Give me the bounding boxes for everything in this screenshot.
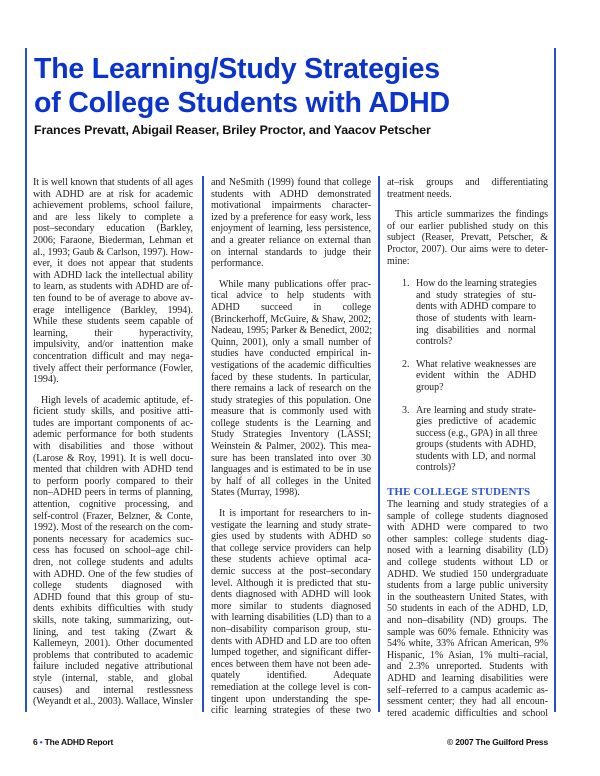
text-line: groups (students with ADHD,	[416, 439, 536, 451]
text-line: dents with ADHD and LD are too often	[211, 635, 371, 647]
text-line: Hispanic, 1% Asian, 1% multi–racial,	[387, 649, 548, 661]
title-line: The Learning/Study Strategies	[34, 53, 440, 85]
text-line: dents exhibits difficulties with study	[33, 603, 193, 615]
text-line: impulsivity, and/or inattention make	[33, 339, 193, 351]
text-column-2	[211, 177, 371, 726]
text-line: level. Although it is predicted that stu-	[211, 577, 371, 589]
text-line: college students is the Learning and	[211, 417, 371, 429]
author-list: Frances Prevatt, Abigail Reaser, Briley Proctor, and Yaacov Petscher	[34, 123, 431, 137]
text-line: It is important for researchers to in-	[219, 508, 371, 520]
text-line: faced by these students. In particular,	[211, 371, 371, 383]
text-line: tingent upon understanding the spe-	[211, 693, 371, 705]
paragraph	[211, 177, 371, 270]
text-line: Quinn, 2001), only a small number of	[211, 336, 371, 348]
text-line: While many publications offer prac-	[219, 278, 371, 290]
text-line: of our earlier published study on this	[387, 220, 548, 232]
text-line: on internal standards to judge their	[211, 246, 371, 258]
copyright-notice: © 2007 The Guilford Press	[447, 737, 548, 747]
text-line: The learning and study strategies of a	[387, 499, 548, 511]
text-line: and non–disability (ND) groups. The	[387, 615, 548, 626]
text-line: cific learning strategies of these two	[211, 705, 371, 717]
text-line: tered academic difficulties and school	[387, 707, 548, 719]
text-line: remediation at the college level is con-	[211, 681, 371, 693]
text-line: success (e.g., GPA) in all three	[416, 427, 538, 439]
paragraph	[387, 499, 548, 719]
text-line: to learn, as students with ADHD are of-	[33, 281, 193, 293]
text-line: style (internal, stable, and global	[33, 672, 193, 684]
text-line: Kallemeyn, 2001). Other documented	[33, 638, 193, 650]
title-line: of College Students with ADHD	[34, 87, 450, 119]
text-line: erage intelligence (Barkley, 1994).	[33, 304, 193, 316]
text-column-3	[387, 177, 548, 728]
text-line: vestigations of the academic difficulties	[211, 359, 371, 371]
text-line: controls?	[416, 336, 453, 348]
text-line: and study strategies of stu-	[416, 289, 536, 301]
text-line: with ADHD are at risk for academic	[33, 188, 193, 200]
text-line: studies have conducted empirical in-	[211, 348, 371, 360]
text-line: nosed with a learning disability (LD)	[387, 545, 548, 557]
text-line: enjoyment of learning, less persistence,	[211, 223, 371, 235]
paragraph	[33, 395, 193, 708]
text-line: attention, cognitive processing, and	[33, 499, 193, 511]
text-line: with ADHD. One of the few studies of	[33, 568, 193, 580]
text-line: those of students with learn-	[416, 312, 536, 324]
text-line: by half of all colleges in the United	[211, 475, 371, 487]
text-line: tudes are important components of ac-	[33, 417, 193, 429]
list-item	[387, 405, 548, 475]
text-line: lumped together, and significant differ-	[211, 647, 371, 659]
text-line: skills, note taking, summarizing, out-	[33, 614, 193, 626]
text-line: these students achieve optimal aca-	[211, 554, 371, 566]
page-number: 6	[33, 737, 38, 747]
text-line: Proctor, 2007). Our aims were to deter-	[387, 243, 548, 255]
text-line: ademic performance for both students	[33, 429, 193, 441]
text-line: problems that contributed to academic	[33, 649, 193, 661]
list-item	[387, 278, 548, 348]
text-line: While these students seem capable of	[33, 316, 193, 328]
text-line: gies used by students with ADHD so	[211, 531, 371, 543]
text-line: quately identified. Adequate	[211, 670, 371, 682]
left-border-rule	[25, 48, 27, 712]
text-line: more similar to students diagnosed	[211, 600, 371, 612]
section-heading: THE COLLEGE STUDENTS	[387, 486, 531, 499]
text-line: 2006; Faraone, Biederman, Lehman et	[33, 234, 193, 246]
text-line: subject (Reaser, Prevatt, Petscher, &	[387, 232, 548, 244]
text-line: 1992). Most of the research on the com-	[33, 522, 193, 534]
text-line: ten found to be of average to above av-	[33, 292, 193, 304]
text-line: and 2.3% unreported. Students with	[387, 661, 548, 673]
paragraph	[387, 209, 548, 267]
right-border-rule	[554, 48, 556, 712]
text-line: with ADHD lack the intellectual ability	[33, 269, 193, 281]
list-number: 1.	[402, 278, 410, 290]
text-line: (Weyandt et al., 2003). Wallace, Winsler	[33, 696, 193, 708]
text-line: at–risk groups and differentiating	[387, 177, 548, 188]
paragraph	[33, 177, 193, 386]
text-line: dents diagnosed with ADHD will look	[211, 589, 371, 601]
text-line: High levels of academic aptitude, ef-	[41, 394, 193, 406]
text-line: Nadeau, 1995; Parker & Benedict, 2002;	[211, 325, 373, 337]
text-line: controls)?	[416, 462, 456, 474]
text-line: gies predictive of academic	[416, 416, 536, 428]
text-line: 1994).	[33, 374, 59, 386]
text-line: 54% white, 33% African American, 9%	[387, 638, 548, 650]
text-line: with ADHD were compared to two	[387, 522, 548, 534]
text-line: al., 1993; Gaub & Carlson, 1997). How-	[33, 246, 193, 258]
list-number: 2.	[402, 358, 410, 370]
text-line: with disabilities and those without	[33, 441, 193, 453]
text-line: States (Murray, 1998).	[211, 487, 300, 499]
paragraph	[211, 279, 371, 499]
text-line: students from a large public university	[387, 580, 548, 592]
text-line: Study Strategies Inventory (LASSI;	[211, 429, 371, 441]
bullet-separator: •	[39, 737, 43, 747]
text-line: dren, not college students and adults	[33, 557, 193, 568]
text-line: ized by a preference for easy work, less	[211, 211, 371, 223]
text-line: performance.	[211, 258, 264, 270]
text-line: sure has been translated into over 30	[211, 452, 371, 464]
text-line: sample was 60% female. Ethnicity was	[387, 626, 548, 638]
text-line: in the southeastern United States, with	[387, 591, 548, 603]
text-line: (Brinckerhoff, McGuire, & Shaw, 2002;	[211, 313, 371, 325]
text-line: treatment needs.	[387, 188, 452, 200]
text-line: and NeSmith (1999) found that college	[211, 177, 371, 188]
column-rule-2	[378, 176, 380, 712]
text-line: cess has focused on school–age chil-	[33, 545, 193, 557]
text-line: languages and is estimated to be in use	[211, 464, 371, 476]
text-line: ficient study skills, and positive atti-	[33, 406, 193, 418]
text-line: college students diagnosed with	[33, 580, 193, 592]
text-line: there remains a lack of research on the	[211, 383, 371, 395]
text-line: and a greater reliance on external than	[211, 234, 371, 246]
text-line: that college service providers can help	[211, 542, 371, 554]
text-line: ADHD. We studied 150 undergraduate	[387, 568, 548, 580]
text-line: other samples: college students diag-	[387, 533, 548, 545]
column-rule-1	[202, 176, 204, 712]
text-line: measure that is commonly used with	[211, 406, 371, 418]
text-line: with learning disabilities (LD) than to a	[211, 612, 371, 624]
text-line: ADHD and learning disabilities were	[387, 672, 548, 684]
list-number: 3.	[402, 404, 410, 416]
paragraph	[387, 177, 548, 200]
text-line: achievement problems, school failure,	[33, 200, 193, 212]
text-line: ADHD succeed in college	[211, 301, 371, 313]
text-line: mented that children with ADHD tend	[33, 464, 193, 476]
text-line: lining, and test taking (Zwart &	[33, 626, 193, 638]
text-line: students with ADHD demonstrated	[211, 188, 371, 200]
text-line: What relative weaknesses are	[416, 358, 536, 370]
text-line: post–secondary education (Barkley,	[33, 223, 193, 235]
text-line: non–disability comparison group, stu-	[211, 623, 371, 635]
text-line: non–ADHD peers in terms of planning,	[33, 487, 193, 499]
text-line: failure included negative attributional	[33, 661, 193, 673]
text-line: students with LD, and normal	[416, 450, 536, 462]
text-line: and college students without LD or	[387, 557, 548, 569]
text-line: tively affect their performance (Fowler,	[33, 362, 193, 374]
text-line: (Larose & Roy, 1991). It is well docu-	[33, 452, 193, 464]
text-line: self–referred to a campus academic as-	[387, 684, 548, 696]
text-line: evident within the ADHD	[416, 370, 536, 382]
text-line: ences between them have not been ade-	[211, 658, 371, 670]
text-line: sessment center; they had all encoun-	[387, 696, 548, 708]
text-line: How do the learning strategies	[416, 278, 537, 290]
text-line: ever, it does not appear that students	[33, 258, 193, 270]
text-line: ADHD found that this group of stu-	[33, 591, 193, 603]
text-line: demic success at the post–secondary	[211, 566, 371, 577]
text-column-1	[33, 177, 193, 717]
text-line: to perform poorly compared to their	[33, 475, 193, 487]
text-line: motivational impairments character-	[211, 200, 371, 212]
text-line: This article summarizes the findings	[395, 209, 548, 221]
text-line: group?	[416, 381, 444, 393]
footer-left	[33, 737, 113, 747]
text-line: and are less likely to complete a	[33, 211, 193, 223]
text-line: Weinstein & Palmer, 2002). This mea-	[211, 441, 371, 453]
text-line: It is well known that students of all ages	[33, 177, 193, 188]
paragraph	[211, 508, 371, 717]
text-line: ing disabilities and normal	[416, 324, 536, 336]
text-line: ponents necessary for academics suc-	[33, 533, 193, 545]
text-line: concentration difficult and may nega-	[33, 350, 193, 362]
text-line: causes) and internal restlessness	[33, 684, 193, 696]
text-line: Are learning and study strate-	[416, 404, 536, 416]
text-line: dents with ADHD compare to	[416, 301, 536, 313]
list-item	[387, 359, 548, 394]
text-line: self-control (Frazer, Belzner, & Conte,	[33, 510, 193, 522]
text-line: mine:	[387, 255, 410, 267]
text-line: 50 students in each of the ADHD, LD,	[387, 603, 548, 615]
article-title	[34, 52, 450, 120]
journal-name: The ADHD Report	[44, 737, 114, 747]
text-line: vestigate the learning and study strate-	[211, 519, 371, 531]
text-line: sample of college students diagnosed	[387, 510, 548, 522]
text-line: study strategies of this population. One	[211, 394, 371, 406]
text-line: tical advice to help students with	[211, 290, 371, 302]
text-line: learning, their hyperactivity,	[33, 327, 193, 339]
